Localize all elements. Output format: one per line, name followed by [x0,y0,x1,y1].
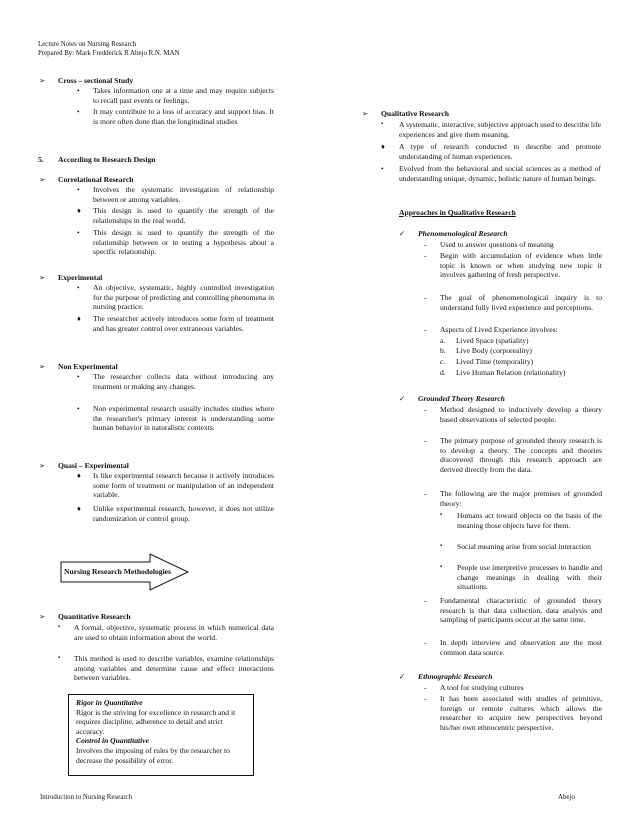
aspect-text: Live Human Relation (relationality) [456,368,566,377]
correlational-item-2: This design is used to quantify the strength of the relationships in the real world. [93,206,274,225]
dot-bullet-icon: • [77,107,80,116]
rigor-control-box [68,694,254,776]
dot-bullet-icon: • [77,86,80,95]
phenomenological-title: Phenomenological Research [418,229,508,238]
non-experimental-item-1: The researcher collects data without introducing any treatment or making any changes. [93,372,274,391]
footer-author: Abejo [558,794,575,801]
control-title: Control in Quantitative [76,736,150,746]
arrow-bullet-icon: ➢ [362,109,369,118]
cross-sectional-item-1: Takes information one at a time and may require subjects to recall past events or feelings. [93,86,274,105]
dash-bullet-icon: - [424,251,427,260]
rigor-text: Rigor is the striving for excellence in research and it requires discipline, adherence to detail and strict accuracy. [76,707,236,736]
dot-bullet-icon: • [381,164,384,173]
diamond-bullet-icon: ♦ [381,142,385,151]
qualitative-item-2: A type of research conducted to describe and promote understanding of human experiences. [399,142,601,161]
correlational-item-1: Involves the systematic investigation of relationship between or among variables. [93,185,274,204]
correlational-title: Correlational Research [58,175,134,184]
non-experimental-title: Non Experimental [58,362,118,371]
arrow-bullet-icon: ➢ [39,76,46,85]
dot-bullet-icon: • [77,372,80,381]
footer-course: Introduction to Nursing Research [40,794,133,801]
ethnographic-item-1: A tool for studying cultures [440,683,524,692]
quantitative-title: Quantitative Research [58,612,131,621]
dash-bullet-icon: - [424,293,427,302]
grounded-item-4: Fundamental characteristic of grounded theory research is that data collection, data analysis and sampling of participants occur at the same time. [440,596,602,625]
dash-bullet-icon: - [424,436,427,445]
section-number: 5. [38,155,44,164]
grounded-item-5: In depth interview and observation are the most common data source. [440,638,602,657]
dash-bullet-icon: - [424,405,427,414]
control-text: Involves the imposing of rules by the researcher to decrease the possibility of error. [76,745,230,765]
dot-bullet-icon: • [77,283,80,292]
header-course: Lecture Notes on Nursing Research [38,41,137,48]
qualitative-item-1: A systematic, interactive, subjective approach used to describe life experiences and give them meaning. [399,120,602,139]
phenomenological-item-1: Used to answer questions of meaning [440,240,554,249]
dash-bullet-icon: - [424,683,427,692]
quasi-experimental-item-1: Is like experimental research because it actively introduces some form of treatment or manipulation of an independent variable. [93,471,274,500]
phenomenological-item-4: Aspects of Lived Experience involves: [440,325,558,334]
qualitative-item-3: Evolved from the behavioral and social sciences as a method of understanding unique, dynamic, holistic nature of human beings. [399,164,601,183]
quasi-experimental-item-2: Unlike experimental research, however, it does not utilize randomization or control group. [93,504,274,523]
header-author: Prepared By: Mark Fredderick R Abejo R.N. MAN [38,50,180,57]
diamond-bullet-icon: ♦ [77,504,81,513]
grounded-premise-1: Humans act toward objects on the basis of the meaning those objects have for them. [457,511,602,530]
dot-bullet-icon: • [77,185,80,194]
square-bullet-icon: ▪ [440,564,443,570]
arrow-bullet-icon: ➢ [39,461,46,470]
check-bullet-icon: ✓ [399,394,406,403]
aspect-text: Live Body (corporeality) [456,346,532,355]
arrow-bullet-icon: ➢ [39,175,46,184]
aspect-text: Lived Space (spatiality) [456,336,529,345]
ethnographic-title: Ethnographic Research [418,672,493,681]
non-experimental-item-2: Non experimental research usually includes studies where the researcher's primary interest is understanding some human behavior in naturalistic contexts. [93,404,274,433]
experimental-item-1: An objective, systematic, highly controlled investigation for the purpose of predicting and controlling phenomena in nursing practice. [93,283,274,312]
diamond-bullet-icon: ♦ [77,206,81,215]
dash-bullet-icon: - [424,489,427,498]
grounded-premise-2: Social meaning arise from social interaction [457,542,591,551]
aspect-letter: c. [440,357,446,366]
dash-bullet-icon: - [424,596,427,605]
diamond-bullet-icon: ♦ [77,471,81,480]
arrow-bullet-icon: ➢ [39,612,46,621]
aspect-letter: d. [440,368,446,377]
square-bullet-icon: ▪ [440,512,443,518]
arrow-bullet-icon: ➢ [39,362,46,371]
methodologies-label: Nursing Research Methodologies [64,567,172,576]
phenomenological-item-2: Begin with accumulation of evidence when little topic is known or when studying new topic it involves gathering of fresh perspective. [440,251,602,280]
document-header [38,40,338,58]
aspect-text: Lived Time (temporality) [456,357,534,366]
grounded-item-2: The primary purpose of grounded theory research is to develop a theory. The concepts and theories discovered through this research approach are derived directly from the data. [440,436,602,474]
square-bullet-icon: ▪ [440,543,443,549]
approaches-heading: Approaches in Qualitative Research [399,208,516,217]
experimental-item-2: The researcher actively introduces some form of treatment and has greater control over extraneous variables. [93,314,274,333]
quantitative-item-1: A formal, objective, systematic process in which numerical data are used to obtain information about the world. [74,623,274,642]
dot-bullet-icon: • [77,228,80,237]
square-bullet-icon: ▪ [58,624,61,630]
methodologies-arrow-box [60,553,190,589]
square-bullet-icon: ▪ [58,655,61,661]
grounded-item-3: The following are the major premises of grounded theory: [440,489,602,508]
cross-sectional-item-2: It may contribute to a loss of accuracy and support bias. It is more often done than the longitudinal studies [93,107,274,126]
ethnographic-item-2: It has been associated with studies of primitive, foreign or remote cultures which allows the researcher to acquire new perspectives beyond his/her own ethnocentric perspective. [440,694,602,732]
cross-sectional-title: Cross – sectional Study [58,76,134,85]
quasi-experimental-title: Quasi – Experimental [58,461,129,470]
correlational-item-3: This design is used to quantify the strength of the relationship between or in testing a hypothesis about a specific relationship. [93,228,274,257]
dash-bullet-icon: - [424,240,427,249]
grounded-item-1: Method designed to inductively develop a theory based observations of selected people. [440,405,602,424]
experimental-title: Experimental [58,273,103,282]
check-bullet-icon: ✓ [399,672,406,681]
dot-bullet-icon: • [77,404,80,413]
dash-bullet-icon: - [424,694,427,703]
rigor-title: Rigor in Quantitative [76,698,143,707]
grounded-theory-title: Grounded Theory Research [418,394,505,403]
aspect-letter: b. [440,346,446,355]
phenomenological-item-3: The goal of phenomenological inquiry is to understand fully lived experience and perceptions. [440,293,602,312]
dash-bullet-icon: - [424,325,427,334]
square-bullet-icon: ▪ [381,121,384,127]
section-title: According to Research Design [58,155,156,164]
qualitative-title: Qualitative Research [381,109,449,118]
arrow-bullet-icon: ➢ [39,273,46,282]
diamond-bullet-icon: ♦ [77,314,81,323]
quantitative-item-2: This method is used to describe variables, examine relationships among variables and determine cause and effect interactions between variables. [74,654,274,683]
check-bullet-icon: ✓ [399,229,406,238]
grounded-premise-3: People use interpretive processes to handle and change meanings in dealing with their situations. [457,563,602,592]
dash-bullet-icon: - [424,638,427,647]
aspect-letter: a. [440,336,446,345]
